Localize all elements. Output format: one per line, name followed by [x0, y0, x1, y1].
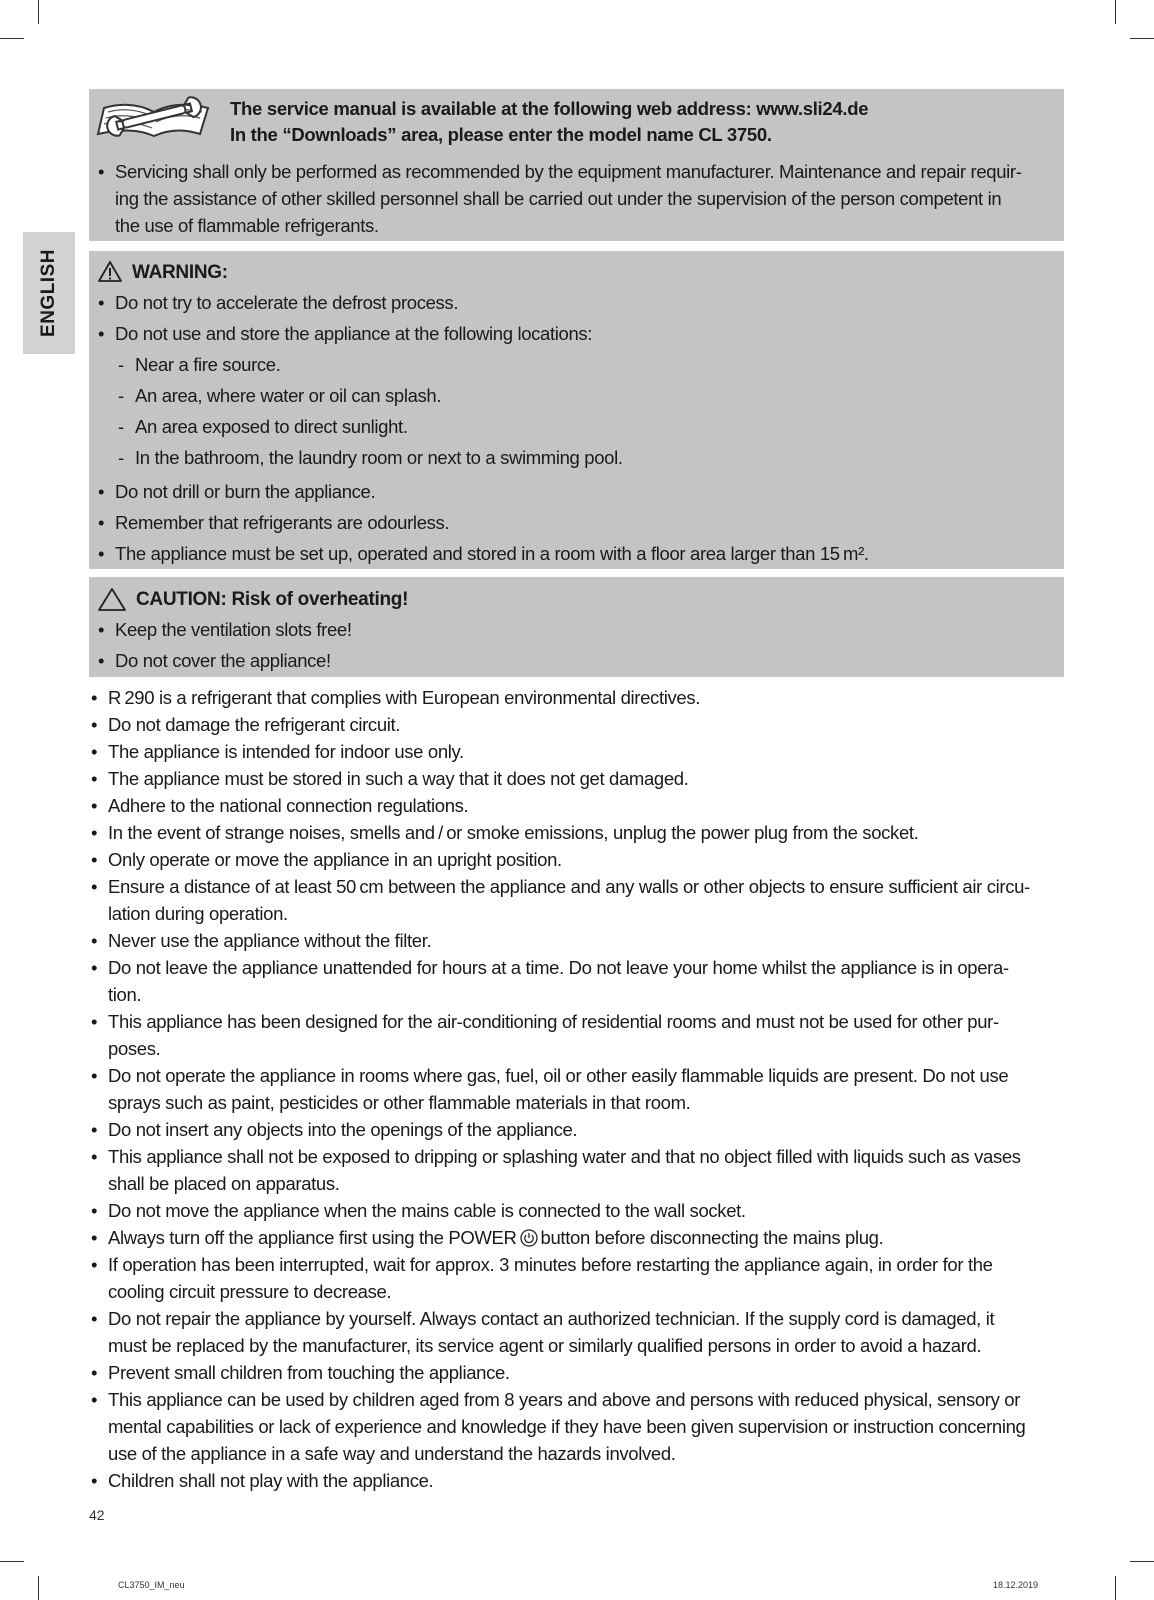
warning-item: • Do not drill or burn the appliance.	[115, 483, 375, 502]
safety-item: • This appliance can be used by children aged from 8 years and above and persons with reduced physical, sensory or	[108, 1391, 1020, 1410]
caution-item: • Keep the ventilation slots free!	[115, 621, 352, 640]
safety-item-continued: lation during operation.	[108, 903, 288, 924]
safety-item-power	[108, 1229, 883, 1248]
safety-item: • Never use the appliance without the filter.	[108, 932, 431, 951]
safety-item: • R 290 is a refrigerant that complies with European environmental directives.	[108, 689, 700, 708]
safety-item: • Adhere to the national connection regulations.	[108, 797, 468, 816]
safety-item-continued: cooling circuit pressure to decrease.	[108, 1281, 392, 1302]
safety-item-continued: mental capabilities or lack of experience and knowledge if they have been given supervision or instruction concerning	[108, 1416, 1026, 1437]
safety-item: • This appliance has been designed for the air-conditioning of residential rooms and must not be used for other pur-	[108, 1013, 999, 1032]
crop-mark	[0, 38, 24, 39]
safety-item: • Do not repair the appliance by yourself. Always contact an authorized technician. If the supply cord is damaged, it	[108, 1310, 994, 1329]
crop-mark	[1115, 1576, 1116, 1600]
service-heading-line-2: In the “Downloads” area, please enter the model name CL 3750.	[230, 124, 772, 145]
warning-subitem: - An area, where water or oil can splash.	[135, 387, 441, 406]
safety-item-continued: tion.	[108, 984, 142, 1005]
safety-item-continued: shall be placed on apparatus.	[108, 1173, 340, 1194]
caution-triangle-icon	[97, 587, 127, 612]
warning-item: • The appliance must be set up, operated and stored in a room with a floor area larger than 15 m².	[115, 545, 869, 564]
crop-mark	[38, 1576, 39, 1600]
safety-item-power-text: Always turn off the appliance first using the POWER	[108, 1227, 517, 1248]
safety-item: • In the event of strange noises, smells and / or smoke emissions, unplug the power plug from the socket.	[108, 824, 918, 843]
safety-item: • Do not operate the appliance in rooms where gas, fuel, oil or other easily flammable liquids are present. Do not use	[108, 1067, 1008, 1086]
footer-doc-id: CL3750_IM_neu	[118, 1580, 185, 1590]
safety-item: • Do not leave the appliance unattended for hours at a time. Do not leave your home whilst the appliance is in opera-	[108, 959, 1009, 978]
safety-item: • Only operate or move the appliance in an upright position.	[108, 851, 562, 870]
safety-item-continued: must be replaced by the manufacturer, its service agent or similarly qualified persons in order to avoid a hazard.	[108, 1335, 982, 1356]
safety-item: • Ensure a distance of at least 50 cm between the appliance and any walls or other objects to ensure sufficient air circu-	[108, 878, 1030, 897]
warning-triangle-icon	[97, 260, 123, 283]
crop-mark	[1130, 1561, 1154, 1562]
safety-item: • Prevent small children from touching the appliance.	[108, 1364, 510, 1383]
crop-mark	[0, 1561, 24, 1562]
warning-item: • Remember that refrigerants are odourless.	[115, 514, 449, 533]
warning-subitem: - An area exposed to direct sunlight.	[135, 418, 408, 437]
caution-title: CAUTION: Risk of overheating!	[136, 589, 409, 610]
safety-item: • Children shall not play with the appliance.	[108, 1472, 433, 1491]
safety-item: • Do not insert any objects into the openings of the appliance.	[108, 1121, 577, 1140]
service-bullet-line: • Servicing shall only be performed as recommended by the equipment manufacturer. Maintenance and repair requir-	[115, 163, 1022, 182]
service-manual-icon	[96, 96, 214, 140]
safety-item-power-suffix: button before disconnecting the mains plug.	[540, 1227, 884, 1248]
service-heading-line-1: The service manual is available at the following web address: www.sli24.de	[230, 98, 869, 119]
safety-item: • If operation has been interrupted, wait for approx. 3 minutes before restarting the appliance again, in order for the	[108, 1256, 993, 1275]
safety-item: • The appliance is intended for indoor use only.	[108, 743, 464, 762]
caution-item: • Do not cover the appliance!	[115, 652, 331, 671]
warning-item: • Do not try to accelerate the defrost process.	[115, 294, 458, 313]
crop-mark	[38, 0, 39, 24]
footer-date: 18.12.2019	[993, 1580, 1039, 1590]
warning-item: • Do not use and store the appliance at the following locations:	[115, 325, 592, 344]
crop-mark	[1115, 0, 1116, 24]
safety-item: • This appliance shall not be exposed to dripping or splashing water and that no object filled with liquids such as vases	[108, 1148, 1021, 1167]
safety-item-continued: poses.	[108, 1038, 161, 1059]
warning-title: WARNING:	[132, 262, 228, 283]
safety-item-continued: use of the appliance in a safe way and understand the hazards involved.	[108, 1443, 676, 1464]
page-number: 42	[89, 1507, 105, 1523]
language-tab-label: ENGLISH	[38, 249, 59, 337]
service-bullet-line: ing the assistance of other skilled personnel shall be carried out under the supervision of the person competent in	[115, 188, 1002, 209]
safety-item-continued: sprays such as paint, pesticides or other flammable materials in that room.	[108, 1092, 691, 1113]
power-icon	[520, 1229, 538, 1247]
safety-item: • Do not damage the refrigerant circuit.	[108, 716, 400, 735]
service-bullet-line: the use of flammable refrigerants.	[115, 215, 379, 236]
safety-item: • The appliance must be stored in such a way that it does not get damaged.	[108, 770, 689, 789]
crop-mark	[1130, 38, 1154, 39]
warning-subitem: - In the bathroom, the laundry room or next to a swimming pool.	[135, 449, 623, 468]
language-tab	[23, 232, 75, 354]
safety-item: • Do not move the appliance when the mains cable is connected to the wall socket.	[108, 1202, 746, 1221]
warning-subitem: - Near a fire source.	[135, 356, 281, 375]
